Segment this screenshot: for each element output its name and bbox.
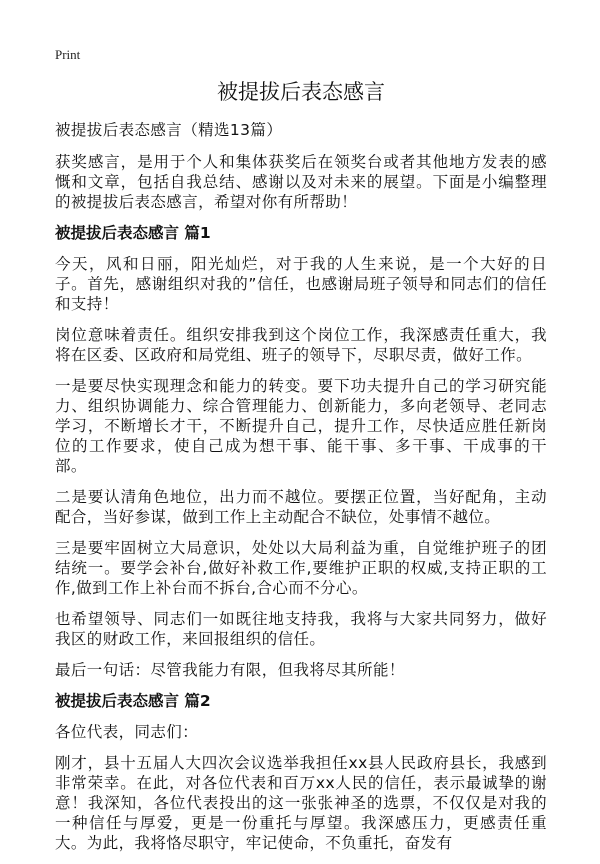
paragraph: 三是要牢固树立大局意识，处处以大局利益为重，自觉维护班子的团结统一。要学会补台,做好补救工作,要维护正职的权威,支持正职的工作,做到工作上补台而不拆台,合心而不分心。 xyxy=(55,539,547,597)
document-body xyxy=(55,78,547,864)
paragraph: 今天，风和日丽，阳光灿烂，对于我的人生来说，是一个大好的日子。首先，感谢组织对我的”信任，也感谢局班子领导和同志们的信任和支持！ xyxy=(55,255,547,313)
paragraph: 岗位意味着责任。组织安排我到这个岗位工作，我深感责任重大，我将在区委、区政府和局党组、班子的领导下，尽职尽责，做好工作。 xyxy=(55,326,547,364)
print-link[interactable]: Print xyxy=(55,47,81,62)
paragraph: 二是要认清角色地位，出力而不越位。要摆正位置，当好配角，主动配合，当好参谋，做到工作上主动配合不缺位，处事情不越位。 xyxy=(55,488,547,526)
paragraph: 一是要尽快实现理念和能力的转变。要下功夫提升自己的学习研究能力、组织协调能力、综合管理能力、创新能力，多向老领导、老同志学习，不断增长才干，不断提升自己，提升工作，尽快适应胜任新岗位的工作要求，使自己成为想干事、能干事、多干事、干成事的干部。 xyxy=(55,377,547,475)
document-subtitle: 被提拔后表态感言（精选13篇） xyxy=(55,121,283,139)
paragraph: 各位代表，同志们： xyxy=(55,723,199,741)
section-heading-2: 被提拔后表态感言 篇2 xyxy=(55,692,211,710)
paragraph: 刚才，县十五届人大四次会议选举我担任xx县人民政府县长，我感到非常荣幸。在此，对各位代表和百万xx人民的信任，表示最诚挚的谢意！我深知，各位代表投出的这一张张神圣的选票，不仅仅是对我的一种信任与厚爱，更是一份重托与厚望。我深感压力，更感责任重大。为此，我将恪尽职守，牢记使命，不负重托，奋发有 xyxy=(55,754,547,852)
intro-paragraph: 获奖感言，是用于个人和集体获奖后在领奖台或者其他地方发表的感慨和文章，包括自我总结、感谢以及对未来的展望。下面是小编整理的被提拔后表态感言，希望对你有所帮助！ xyxy=(55,153,547,211)
paragraph: 最后一句话：尽管我能力有限，但我将尽其所能！ xyxy=(55,661,405,679)
paragraph: 也希望领导、同志们一如既往地支持我，我将与大家共同努力，做好我区的财政工作，来回报组织的信任。 xyxy=(55,610,547,648)
section-heading-1: 被提拔后表态感言 篇1 xyxy=(55,224,211,242)
page-title: 被提拔后表态感言 xyxy=(217,80,385,104)
